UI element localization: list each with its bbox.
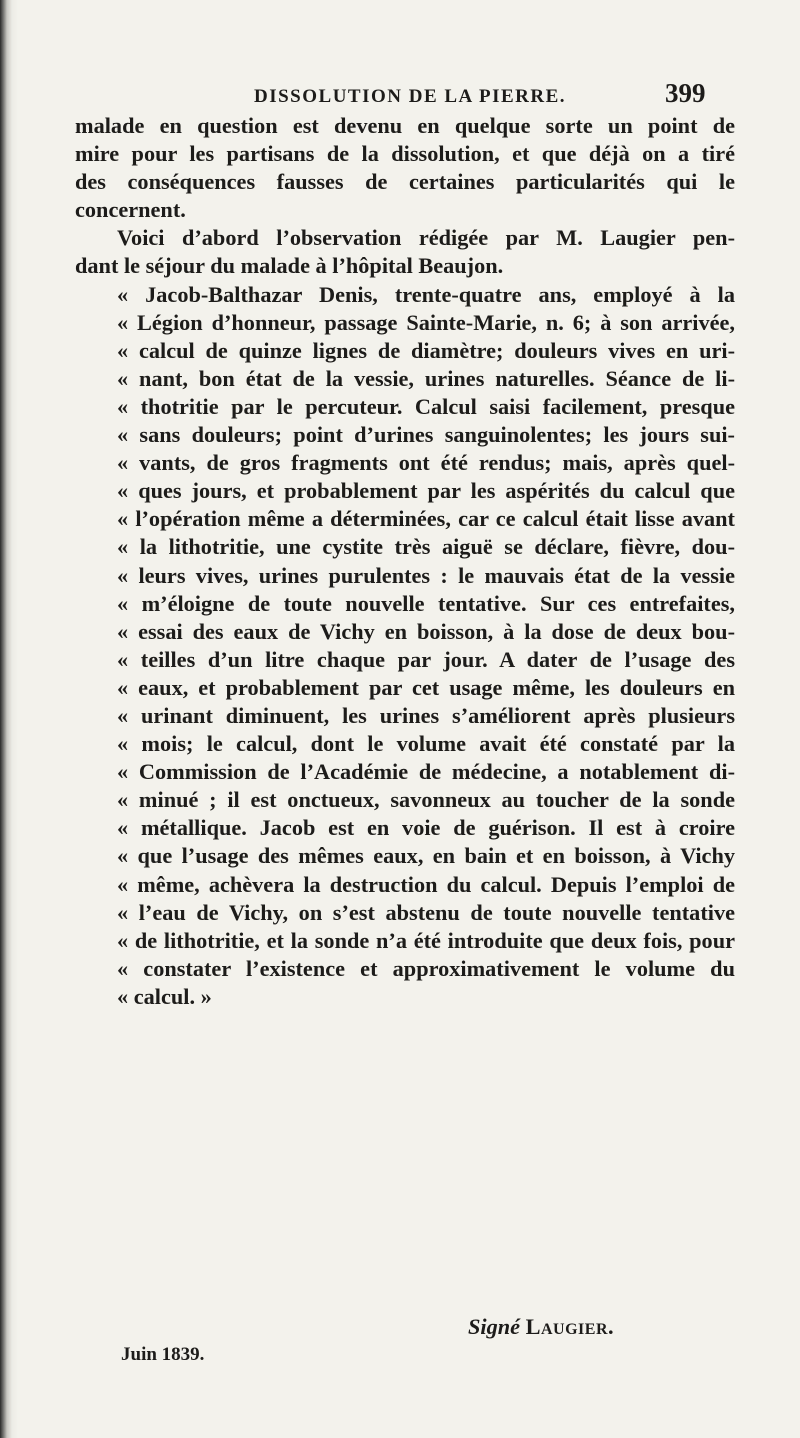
signature: [468, 1314, 614, 1340]
text-line: « de lithotritie, et la sonde n’a été introduite que deux fois, pour: [117, 927, 735, 953]
text-line: « calcul. »: [117, 983, 212, 1009]
text-line: « essai des eaux de Vichy en boisson, à la dose de deux bou-: [117, 618, 735, 644]
text-line: « teilles d’un litre chaque par jour. A dater de l’usage des: [117, 646, 735, 672]
text-line: « l’opération même a déterminées, car ce calcul était lisse avant: [117, 506, 735, 532]
text-line: « que l’usage des mêmes eaux, en bain et en boisson, à Vichy: [117, 843, 735, 869]
text-line: « Commission de l’Académie de médecine, a notablement di-: [117, 759, 735, 785]
text-line: « eaux, et probablement par cet usage même, les douleurs en: [117, 674, 735, 700]
signature-author: Laugier.: [525, 1314, 615, 1339]
text-line: « calcul de quinze lignes de diamètre; douleurs vives en uri-: [117, 337, 735, 363]
text-line: « Jacob-Balthazar Denis, trente-quatre ans, employé à la: [117, 281, 735, 307]
text-line: « l’eau de Vichy, on s’est abstenu de toute nouvelle tentative: [117, 899, 735, 925]
signed-word: Signé: [468, 1314, 521, 1339]
text-line: des conséquences fausses de certaines particularités qui le: [75, 169, 735, 195]
text-line: « mois; le calcul, dont le volume avait été constaté par la: [117, 731, 735, 757]
date-line: Juin 1839.: [121, 1344, 205, 1365]
text-line: « m’éloigne de toute nouvelle tentative. Sur ces entrefaites,: [117, 590, 735, 616]
text-line: dant le séjour du malade à l’hôpital Beaujon.: [75, 253, 504, 279]
text-line: « la lithotritie, une cystite très aiguë se déclare, fièvre, dou-: [117, 534, 735, 560]
text-line: « vants, de gros fragments ont été rendus; mais, après quel-: [117, 450, 735, 476]
page-number: 399: [665, 78, 706, 108]
text-line: « urinant diminuent, les urines s’améliorent après plusieurs: [117, 702, 735, 728]
text-line: « Légion d’honneur, passage Sainte-Marie, n. 6; à son arrivée,: [117, 309, 735, 335]
text-line: concernent.: [75, 197, 186, 223]
text-line: « ques jours, et probablement par les aspérités du calcul que: [117, 478, 735, 504]
text-line: « métallique. Jacob est en voie de guérison. Il est à croire: [117, 815, 735, 841]
text-line: « constater l’existence et approximativement le volume du: [117, 955, 735, 981]
body-text: [75, 112, 735, 1011]
page-binding-edge: [0, 0, 18, 1438]
text-line: « leurs vives, urines purulentes : le mauvais état de la vessie: [117, 562, 735, 588]
running-head: DISSOLUTION DE LA PIERRE.: [254, 86, 567, 107]
text-line: malade en question est devenu en quelque sorte un point de: [75, 113, 735, 138]
text-line: « minué ; il est onctueux, savonneux au toucher de la sonde: [117, 787, 735, 813]
text-line: « nant, bon état de la vessie, urines naturelles. Séance de li-: [117, 365, 735, 391]
text-line: « même, achèvera la destruction du calcul. Depuis l’emploi de: [117, 871, 735, 897]
text-line: « sans douleurs; point d’urines sanguinolentes; les jours sui-: [117, 422, 735, 448]
text-line: « thotritie par le percuteur. Calcul saisi facilement, presque: [117, 393, 735, 419]
text-line: Voici d’abord l’observation rédigée par M. Laugier pen-: [117, 225, 735, 251]
text-line: mire pour les partisans de la dissolution, et que déjà on a tiré: [75, 141, 735, 167]
